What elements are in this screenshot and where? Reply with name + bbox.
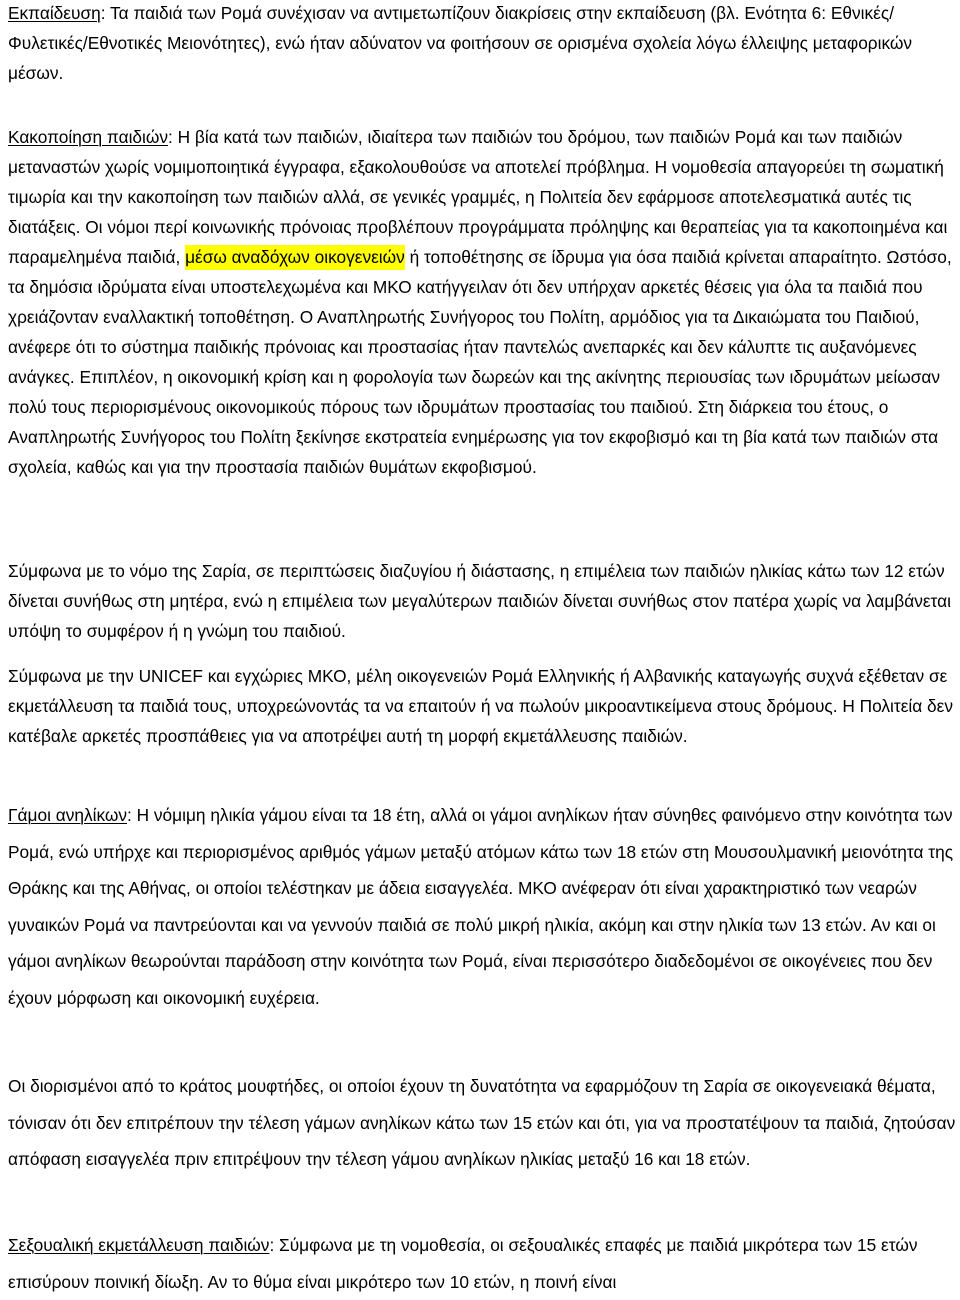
heading-sexual-exploitation: Σεξουαλική εκμετάλλευση παιδιών: [8, 1235, 270, 1255]
heading-education: Εκπαίδευση: [8, 3, 101, 23]
paragraph-muftis: [8, 1068, 958, 1178]
paragraph-child-marriage: [8, 797, 958, 1016]
paragraph-text: Σύμφωνα με το νόμο της Σαρία, σε περιπτώσεις διαζυγίου ή διάστασης, η επιμέλεια των παιδιών ηλικίας κάτω των 12 ετών δίνεται συνήθως στη μητέρα, ενώ η επιμέλεια των μεγαλύτερων παιδιών δίνεται συνήθως στον πατέρα χωρίς να λαμβάνεται υπόψη το συμφέρον ή η γνώμη του παιδιού.: [8, 561, 951, 641]
paragraph-text: : Σύμφωνα με τη νομοθεσία, οι σεξουαλικές επαφές με παιδιά μικρότερα των 15 ετών επισύρουν ποινική δίωξη. Αν το θύμα είναι μικρότερο των 10 ετών, η ποινή είναι: [8, 1235, 918, 1292]
highlighted-text: μέσω αναδόχων οικογενειών: [185, 245, 405, 270]
paragraph-text: : Η νόμιμη ηλικία γάμου είναι τα 18 έτη, αλλά οι γάμοι ανηλίκων ήταν σύνηθες φαινόμενο στην κοινότητα των Ρομά, ενώ υπήρχε και περιορισμένος αριθμός γάμων μεταξύ ατόμων κάτω των 18 ετών στη Μουσουλμανική μειονότητα της Θράκης και της Αθήνας, οι οποίοι τελέστηκαν με άδεια εισαγγελέα. ΜΚΟ ανέφεραν ότι είναι χαρακτηριστικό των νεαρών γυναικών Ρομά να παντρεύονται και να γεννούν παιδιά σε πολύ μικρή ηλικία, ακόμη και στην ηλικία των 13 ετών. Αν και οι γάμοι ανηλίκων θεωρούνται παράδοση στην κοινότητα των Ρομά, είναι περισσότερο διαδεδομένοι σε οικογένειες που δεν έχουν μόρφωση και οικονομική ευχέρεια.: [8, 805, 954, 1008]
paragraph-text: Σύμφωνα με την UNICEF και εγχώριες ΜΚΟ, μέλη οικογενειών Ρομά Ελληνικής ή Αλβανικής καταγωγής συχνά εξέθεταν σε εκμετάλλευση τα παιδιά τους, υποχρεώνοντάς τα να επαιτούν ή να πωλούν μικροαντικείμενα στους δρόμους. Η Πολιτεία δεν κατέβαλε αρκετές προσπάθειες για να αποτρέψει αυτή τη μορφή εκμετάλλευσης παιδιών.: [8, 666, 953, 746]
paragraph-text: Οι διορισμένοι από το κράτος μουφτήδες, οι οποίοι έχουν τη δυνατότητα να εφαρμόζουν τη Σαρία σε οικογενειακά θέματα, τόνισαν ότι δεν επιτρέπουν την τέλεση γάμων ανηλίκων κάτω των 15 ετών και ότι, για να προστατέψουν τα παιδιά, ζητούσαν απόφαση εισαγγελέα πριν επιτρέψουν την τέλεση γάμου ανηλίκων ηλικίας μεταξύ 16 και 18 ετών.: [8, 1076, 956, 1169]
paragraph-text: : Η βία κατά των παιδιών, ιδιαίτερα των παιδιών του δρόμου, των παιδιών Ρομά και των παιδιών μεταναστών χωρίς νομιμοποιητικά έγγραφα, εξακολουθούσε να αποτελεί πρόβλημα. Η νομοθεσία απαγορεύει τη σωματική τιμωρία και την κακοποίηση των παιδιών αλλά, σε γενικές γραμμές, η Πολιτεία δεν εφάρμοσε αποτελεσματικά αυτές τις διατάξεις. Οι νόμοι περί κοινωνικής πρόνοιας προβλέπουν προγράμματα πρόληψης και θεραπείας για τα κακοποιημένα και παραμελημένα παιδιά,: [8, 127, 948, 267]
paragraph-text: ή τοποθέτησης σε ίδρυμα για όσα παιδιά κρίνεται απαραίτητο. Ωστόσο, τα δημόσια ιδρύματα είναι υποστελεχωμένα και ΜΚΟ κατήγγειλαν ότι δεν υπήρχαν αρκετές θέσεις για όλα τα παιδιά που χρειάζονταν εναλλακτική τοποθέτηση. Ο Αναπληρωτής Συνήγορος του Πολίτη, αρμόδιος για τα Δικαιώματα του Παιδιού, ανέφερε ότι το σύστημα παιδικής πρόνοιας και προστασίας ήταν παντελώς ανεπαρκές και δεν κάλυπτε τις αυξανόμενες ανάγκες. Επιπλέον, η οικονομική κρίση και η φορολογία των δωρεών και της ακίνητης περιουσίας των ιδρυμάτων μείωσαν πολύ τους περιορισμένους οικονομικούς πόρους των ιδρυμάτων προστασίας του παιδιού. Στη διάρκεια του έτους, ο Αναπληρωτής Συνήγορος του Πολίτη ξεκίνησε εκστρατεία ενημέρωσης για τον εκφοβισμό και τη βία κατά των παιδιών στα σχολεία, καθώς και για την προστασία παιδιών θυμάτων εκφοβισμού.: [8, 247, 952, 477]
paragraph-sharia-custody: [8, 556, 958, 646]
paragraph-education: [8, 0, 958, 88]
heading-child-abuse: Κακοποίηση παιδιών: [8, 127, 169, 147]
heading-child-marriage: Γάμοι ανηλίκων: [8, 805, 128, 825]
paragraph-child-abuse: [8, 122, 958, 482]
paragraph-unicef: [8, 661, 958, 751]
paragraph-sexual-exploitation: [8, 1227, 958, 1300]
paragraph-text: : Τα παιδιά των Ρομά συνέχισαν να αντιμετωπίζουν διακρίσεις στην εκπαίδευση (βλ. Ενότητα 6: Εθνικές/Φυλετικές/Εθνοτικές Μειονότητες), ενώ ήταν αδύνατον να φοιτήσουν σε ορισμένα σχολεία λόγω έλλειψης μεταφορικών μέσων.: [8, 3, 913, 83]
